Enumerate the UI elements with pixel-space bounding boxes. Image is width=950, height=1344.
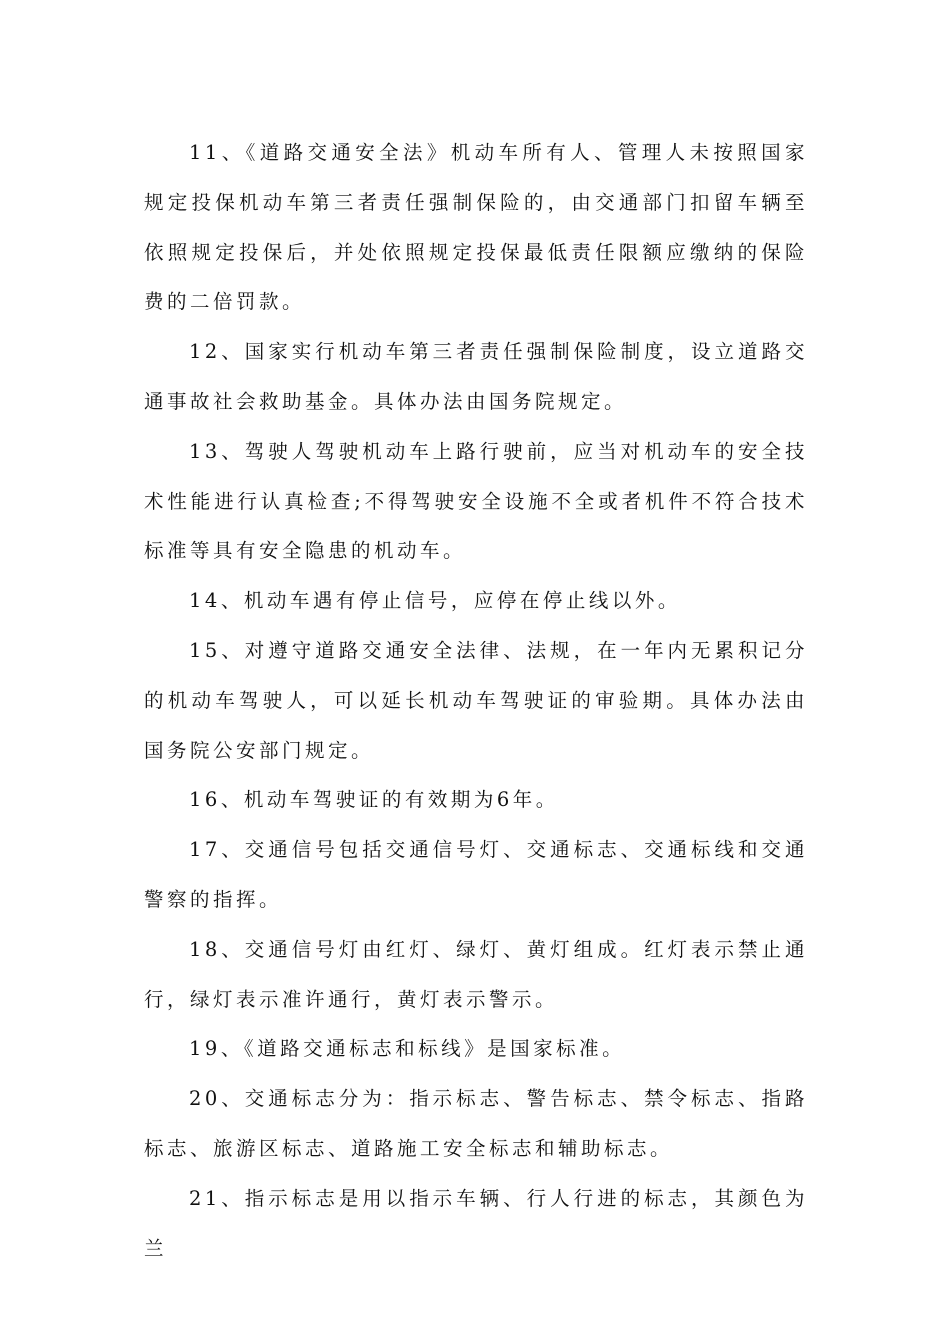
paragraph-15: 15、对遵守道路交通安全法律、法规，在一年内无累积记分的机动车驾驶人，可以延长机动车驾驶证的审验期。具体办法由国务院公安部门规定。	[144, 638, 808, 762]
paragraph-17: 17、交通信号包括交通信号灯、交通标志、交通标线和交通警察的指挥。	[144, 838, 808, 911]
paragraph-18: 18、交通信号灯由红灯、绿灯、黄灯组成。红灯表示禁止通行，绿灯表示准许通行，黄灯表示警示。	[144, 937, 808, 1011]
paragraph-14: 14、机动车遇有停止信号，应停在停止线以外。	[189, 589, 681, 613]
paragraph-21: 21、指示标志是用以指示车辆、行人行进的标志，其颜色为兰	[144, 1186, 808, 1260]
paragraph-12: 12、国家实行机动车第三者责任强制保险制度，设立道路交通事故社会救助基金。具体办法由国务院规定。	[144, 340, 808, 413]
paragraph-16: 16、机动车驾驶证的有效期为6年。	[189, 788, 559, 812]
paragraph-13: 13、驾驶人驾驶机动车上路行驶前，应当对机动车的安全技术性能进行认真检查;不得驾驶安全设施不全或者机件不符合技术标准等具有安全隐患的机动车。	[144, 439, 808, 563]
document-page	[144, 128, 808, 1273]
paragraph-20: 20、交通标志分为：指示标志、警告标志、禁令标志、指路标志、旅游区标志、道路施工安全标志和辅助标志。	[144, 1087, 808, 1160]
paragraph-19: 19、《道路交通标志和标线》是国家标准。	[189, 1037, 626, 1061]
paragraph-11: 11、《道路交通安全法》机动车所有人、管理人未按照国家规定投保机动车第三者责任强制保险的，由交通部门扣留车辆至依照规定投保后，并处依照规定投保最低责任限额应缴纳的保险费的二倍罚款。	[144, 141, 808, 314]
